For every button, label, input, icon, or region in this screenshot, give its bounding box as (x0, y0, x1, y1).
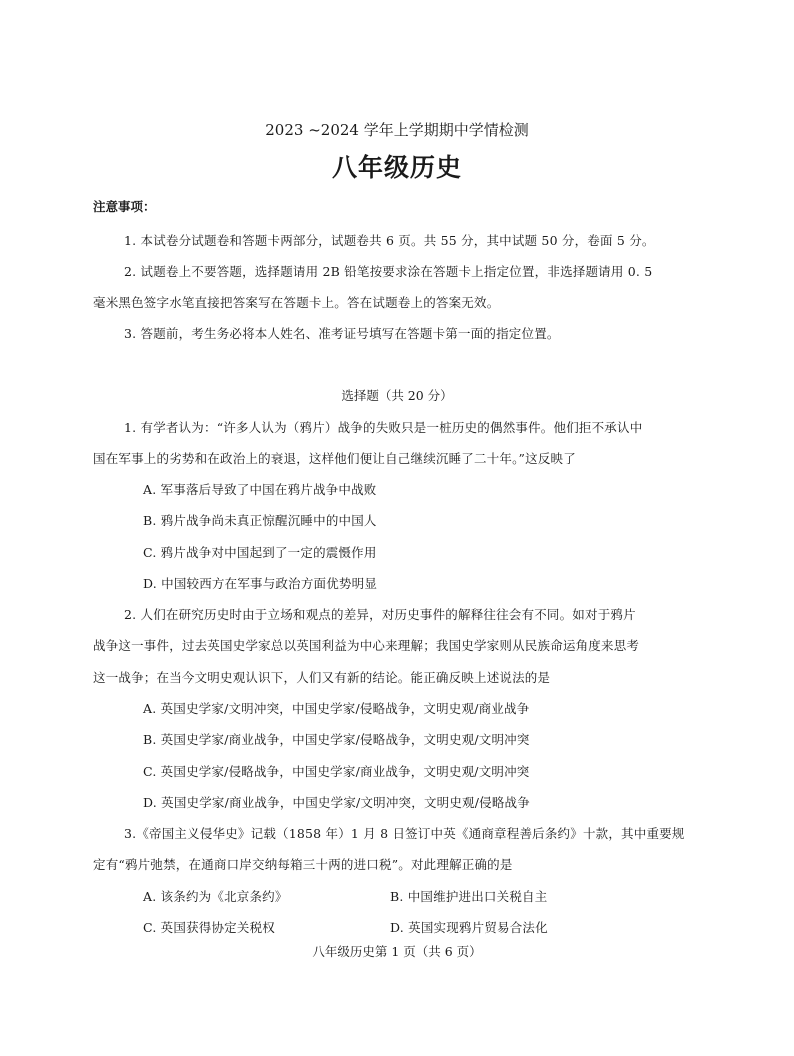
section-heading: 选择题（共 20 分） (341, 388, 453, 403)
q3-option-d: D. 英国实现鸦片贸易合法化 (390, 920, 548, 935)
q3-option-a: A. 该条约为《北京条约》 (143, 889, 288, 904)
q1-option-d: D. 中国较西方在军事与政治方面优势明显 (143, 576, 378, 591)
q1-stem-line-2: 国在军事上的劣势和在政治上的衰退，这样他们便让自己继续沉睡了二十年。”这反映了 (93, 451, 576, 466)
q3-option-b: B. 中国维护进出口关税自主 (390, 889, 548, 904)
q1-option-c: C. 鸦片战争对中国起到了一定的震慑作用 (143, 545, 377, 560)
q2-option-a: A. 英国史学家/文明冲突，中国史学家/侵略战争，文明史观/商业战争 (143, 701, 530, 716)
q3-stem-line-2: 定有“鸦片弛禁，在通商口岸交纳每箱三十两的进口税”。对此理解正确的是 (93, 857, 513, 872)
q1-option-b: B. 鸦片战争尚未真正惊醒沉睡中的中国人 (143, 513, 377, 528)
subject-title: 八年级历史 (331, 153, 462, 182)
q2-option-c: C. 英国史学家/侵略战争，中国史学家/商业战争，文明史观/文明冲突 (143, 764, 530, 779)
q1-stem-line-1: 1. 有学者认为：“许多人认为（鸦片）战争的失败只是一桩历史的偶然事件。他们拒不承认中 (124, 420, 643, 435)
notice-item-1: 1. 本试卷分试题卷和答题卡两部分，试题卷共 6 页。共 55 分，其中试题 50 分，卷面 5 分。 (124, 233, 655, 248)
q2-option-b: B. 英国史学家/商业战争，中国史学家/侵略战争，文明史观/文明冲突 (143, 732, 530, 747)
q3-stem-line-1: 3.《帝国主义侵华史》记载（1858 年）1 月 8 日签订中英《通商章程善后条约》十款，其中重要规 (124, 826, 685, 841)
notice-item-3: 3. 答题前，考生务必将本人姓名、准考证号填写在答题卡第一面的指定位置。 (124, 326, 560, 341)
q3-option-c: C. 英国获得协定关税权 (143, 920, 275, 935)
page-footer: 八年级历史第 1 页（共 6 页） (312, 944, 482, 959)
q2-stem-line-2: 战争这一事件，过去英国史学家总以英国利益为中心来理解；我国史学家则从民族命运角度来思考 (93, 638, 640, 653)
notice-heading: 注意事项： (93, 199, 156, 214)
notice-item-2-line-1: 2. 试题卷上不要答题，选择题请用 2B 铅笔按要求涂在答题卡上指定位置，非选择题请用 0. 5 (124, 264, 653, 279)
q2-option-d: D. 英国史学家/商业战争，中国史学家/文明冲突，文明史观/侵略战争 (143, 795, 530, 810)
exam-title: 2023 ~2024 学年上学期期中学情检测 (265, 121, 529, 139)
q2-stem-line-1: 2. 人们在研究历史时由于立场和观点的差异，对历史事件的解释往往会有不同。如对于鸦片 (124, 607, 636, 622)
notice-item-2-line-2: 毫米黑色签字水笔直接把答案写在答题卡上。答在试题卷上的答案无效。 (93, 295, 500, 310)
q1-option-a: A. 军事落后导致了中国在鸦片战争中战败 (143, 482, 377, 497)
q2-stem-line-3: 这一战争；在当今文明史观认识下，人们又有新的结论。能正确反映上述说法的是 (93, 670, 551, 685)
